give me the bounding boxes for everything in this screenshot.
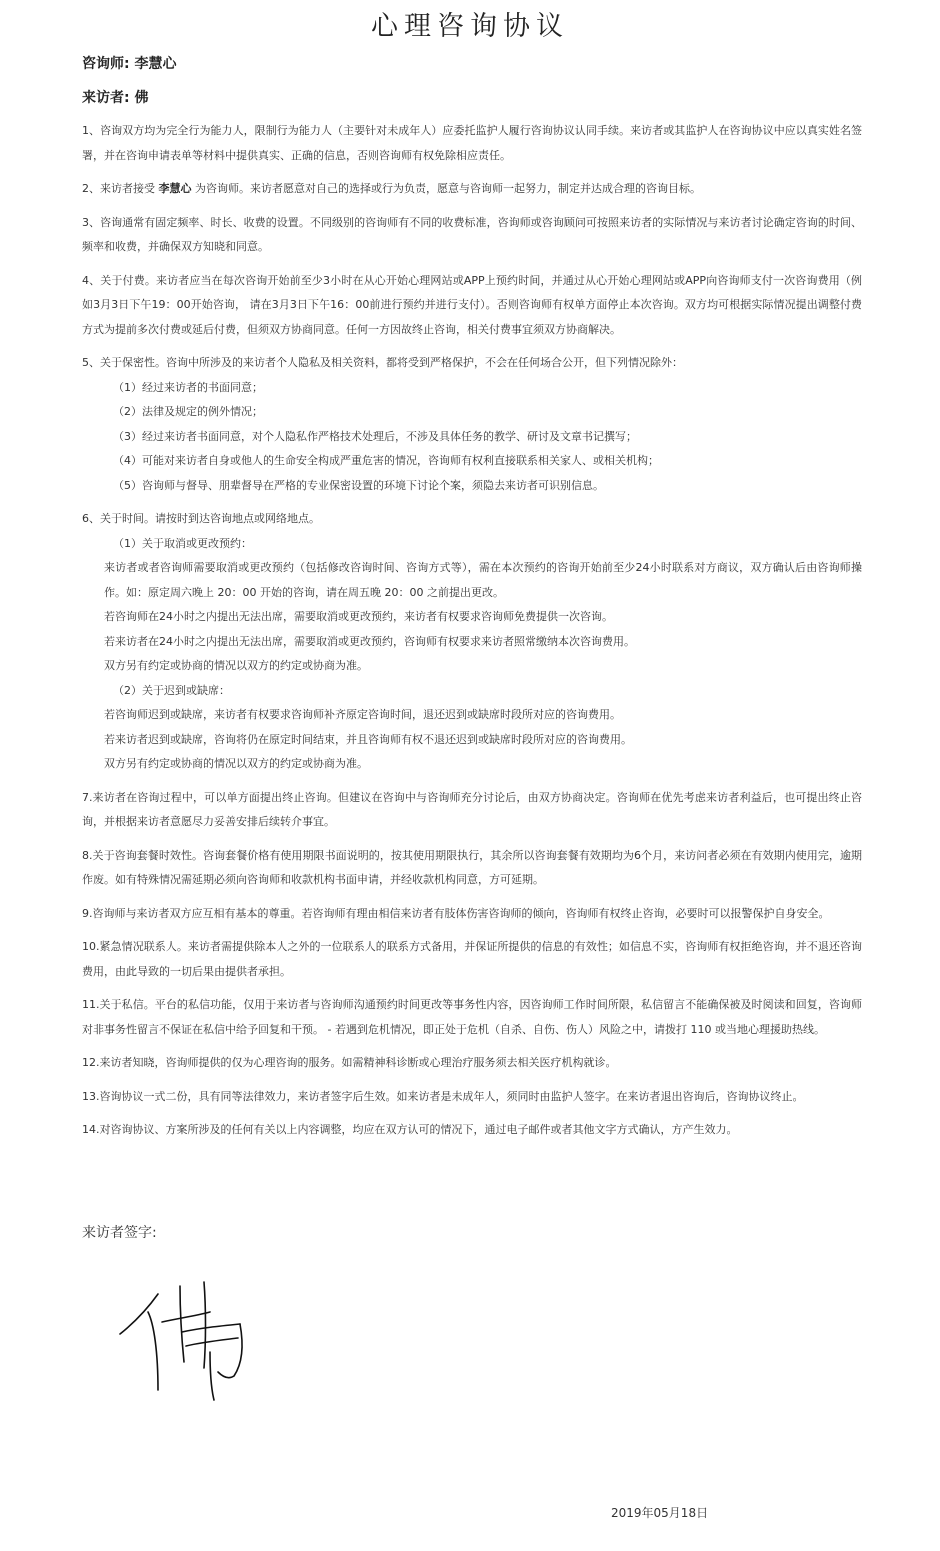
clause-5-item: （2）法律及规定的例外情况； — [113, 405, 263, 418]
clause-5-item: （4）可能对来访者自身或他人的生命安全构成严重危害的情况，咨询师有权利直接联系相关家人、或相关机构； — [113, 454, 659, 467]
clause-10: 10.紧急情况联系人。来访者需提供除本人之外的一位联系人的联系方式备用，并保证所提供的信息的有效性；如信息不实，咨询师有权拒绝咨询，并不退还咨询费用，由此导致的一切后果由提供者承担。 — [82, 940, 862, 978]
clause-4: 4、关于付费。来访者应当在每次咨询开始前至少3小时在从心开始心理网站或APP上预约时间，并通过从心开始心理网站或APP向咨询师支付一次咨询费用（例如3月3日下午19：00开始咨询， 请在3月3日下午16：00前进行预约并进行支付）。否则咨询师有权单方面停止本次咨询。双方均可根据实际情况提出调整付费方式为提前多次付费或延后付费，但须双方协商同意。任何一方因故终止咨询，相关付费事宜须双方协商解决。 — [82, 273, 862, 336]
clause-5-item: （5）咨询师与督导、朋辈督导在严格的专业保密设置的环境下讨论个案，须隐去来访者可识别信息。 — [113, 478, 604, 492]
clause-6-intro: 6、关于时间。请按时到达咨询地点或网络地点。 — [82, 512, 320, 525]
client-name: 佛 — [134, 90, 149, 106]
agreement-body — [82, 119, 862, 1152]
clause-11: 11.关于私信。平台的私信功能，仅用于来访者与咨询师沟通预约时间更改等事务性内容，因咨询师工作时间所限，私信留言不能确保被及时阅读和回复，咨询师对非事务性留言不保证在私信中给予回复和干预。 - 若遇到危机情况，即正处于危机（自杀、自伤、伤人）风险之中，请拨打 110 或当地心理援助热线。 — [82, 998, 862, 1036]
clause-5-item: （3）经过来访者书面同意，对个人隐私作严格技术处理后，不涉及具体任务的教学、研讨及文章书记撰写； — [113, 429, 637, 443]
clause-6-1-body: 来访者或者咨询师需要取消或更改预约（包括修改咨询时间、咨询方式等），需在本次预约的咨询开始前至少24小时联系对方商议，双方确认后由咨询师操作。如：原定周六晚上 20：00 开始的咨询，请在周五晚 20：00 之前提出更改。 — [104, 561, 862, 599]
handwritten-signature — [110, 1272, 270, 1412]
signature-label: 来访者签字: — [82, 1225, 157, 1241]
clause-9: 9.咨询师与来访者双方应互相有基本的尊重。若咨询师有理由相信来访者有肢体伤害咨询师的倾向，咨询师有权终止咨询，必要时可以报警保护自身安全。 — [82, 906, 830, 920]
clause-6-2-title: （2）关于迟到或缺席： — [113, 683, 230, 697]
clause-1: 1、咨询双方均为完全行为能力人，限制行为能力人（主要针对未成年人）应委托监护人履行咨询协议认同手续。来访者或其监护人在咨询协议中应以真实姓名签署，并在咨询申请表单等材料中提供真实、正确的信息，否则咨询师有权免除相应责任。 — [82, 124, 862, 162]
clause-6-1-title: （1）关于取消或更改预约： — [113, 536, 252, 550]
clause-5-intro: 5、关于保密性。咨询中所涉及的来访者个人隐私及相关资料，都将受到严格保护，不会在任何场合公开，但下列情况除外： — [82, 356, 683, 369]
clause-6-2-line: 双方另有约定或协商的情况以双方的约定或协商为准。 — [104, 757, 368, 770]
counselor-name: 李慧心 — [134, 56, 177, 72]
clause-14: 14.对咨询协议、方案所涉及的任何有关以上内容调整，均应在双方认可的情况下，通过电子邮件或者其他文字方式确认，方产生效力。 — [82, 1123, 738, 1136]
clause-2 — [82, 177, 862, 202]
clause-6-1-line: 若来访者在24小时之内提出无法出席，需要取消或更改预约，咨询师有权要求来访者照常缴纳本次咨询费用。 — [104, 634, 635, 648]
client-label: 来访者: — [82, 90, 130, 106]
counselor-label: 咨询师: — [82, 56, 130, 72]
clause-6-2-line: 若来访者迟到或缺席，咨询将仍在原定时间结束，并且咨询师有权不退还迟到或缺席时段所对应的咨询费用。 — [104, 732, 632, 746]
client-line — [82, 87, 148, 107]
clause-6-1-line: 若咨询师在24小时之内提出无法出席，需要取消或更改预约，来访者有权要求咨询师免费提供一次咨询。 — [104, 610, 613, 623]
clause-3: 3、咨询通常有固定频率、时长、收费的设置。不同级别的咨询师有不同的收费标准，咨询师或咨询顾问可按照来访者的实际情况与来访者讨论确定咨询的时间、频率和收费，并确保双方知晓和同意。 — [82, 215, 862, 253]
counselor-line — [82, 53, 176, 73]
page-title: 心理咨询协议 — [371, 11, 569, 42]
signing-date: 2019年05月18日 — [611, 1506, 709, 1520]
clause-2-post: 为咨询师。来访者愿意对自己的选择或行为负责，愿意与咨询师一起努力，制定并达成合理的咨询目标。 — [191, 182, 701, 195]
clause-6-1-line: 双方另有约定或协商的情况以双方的约定或协商为准。 — [104, 659, 368, 672]
clause-5-item: （1）经过来访者的书面同意； — [113, 380, 263, 394]
clause-6 — [82, 507, 862, 777]
clause-6-2-line: 若咨询师迟到或缺席，来访者有权要求咨询师补齐原定咨询时间，退还迟到或缺席时段所对应的咨询费用。 — [104, 708, 621, 721]
clause-12: 12.来访者知晓，咨询师提供的仅为心理咨询的服务。如需精神科诊断或心理治疗服务须去相关医疗机构就诊。 — [82, 1056, 617, 1069]
clause-2-pre: 2、来访者接受 — [82, 182, 159, 195]
clause-7: 7.来访者在咨询过程中，可以单方面提出终止咨询。但建议在咨询中与咨询师充分讨论后，由双方协商决定。咨询师在优先考虑来访者利益后，也可提出终止咨询，并根据来访者意愿尽力妥善安排后续转介事宜。 — [82, 790, 862, 828]
clause-13: 13.咨询协议一式二份，具有同等法律效力，来访者签字后生效。如来访者是未成年人，须同时由监护人签字。在来访者退出咨询后，咨询协议终止。 — [82, 1089, 804, 1103]
clause-5 — [82, 351, 862, 498]
clause-8: 8.关于咨询套餐时效性。咨询套餐价格有使用期限书面说明的，按其使用期限执行，其余所以咨询套餐有效期均为6个月，来访问者必须在有效期内使用完，逾期作废。如有特殊情况需延期必须向咨询师和收款机构书面申请，并经收款机构同意，方可延期。 — [82, 848, 862, 886]
clause-2-counselor-name: 李慧心 — [158, 182, 192, 195]
